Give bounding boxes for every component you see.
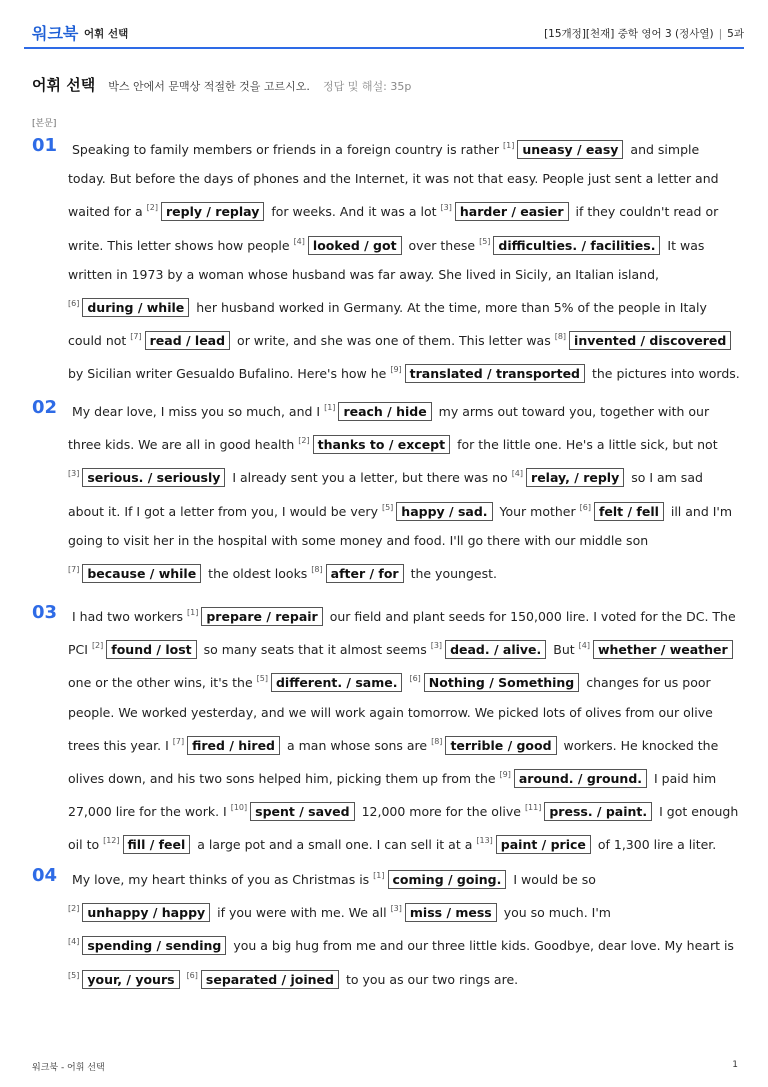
page-title: 어휘 선택	[32, 76, 96, 94]
title-row	[32, 74, 411, 95]
passage-text: her husband worked in Germany. At the time, more than 5% of the people in Italy could not	[68, 300, 707, 349]
choice-blank	[476, 837, 594, 852]
answer-reference: 정답 및 해설: 35p	[323, 80, 412, 93]
choice-blank	[580, 504, 667, 519]
choice-blank	[294, 238, 405, 253]
section-label: [본문]	[32, 119, 57, 129]
choice-box[interactable]: paint / price	[496, 835, 591, 854]
choice-blank	[311, 566, 406, 581]
choice-box[interactable]: coming / going.	[388, 870, 507, 889]
passage-text: ill and I'm going to visit her in the hospital with some money and food. I'll go there with our middle son	[68, 503, 733, 548]
header-divider	[24, 47, 744, 49]
passage-text: of 1,300 lire a liter.	[593, 837, 717, 853]
blank-number: [10]	[230, 803, 248, 813]
blank-number: [2]	[298, 436, 310, 446]
blank-number: [7]	[68, 565, 80, 575]
passage-text: I would be so	[509, 872, 596, 887]
choice-box[interactable]: invented / discovered	[569, 331, 731, 350]
choice-box[interactable]: happy / sad.	[396, 502, 492, 521]
passage-text: changes for us poor people. We worked yesterday, and we will work again tomorrow. We picked lots of olives from our olive trees this year. I	[68, 675, 713, 753]
choice-box[interactable]: different. / same.	[271, 673, 403, 692]
question-block	[32, 393, 740, 588]
choice-blank	[130, 333, 233, 348]
passage-text: one or the other wins, it's the	[68, 675, 257, 691]
choice-blank	[147, 204, 268, 219]
choice-box[interactable]: terrible / good	[445, 736, 556, 755]
brand-subtitle: 어휘 선택	[84, 28, 129, 40]
passage-text: I got enough oil to	[68, 804, 739, 853]
choice-box[interactable]: whether / weather	[593, 640, 733, 659]
passage-text: 12,000 more for the olive	[357, 804, 525, 820]
choice-box[interactable]: translated / transported	[405, 364, 585, 383]
question-block	[32, 861, 740, 994]
passage-text: a man whose sons are	[283, 737, 432, 753]
choice-box[interactable]: after / for	[326, 564, 404, 583]
passage-text: or write, and she was one of them. This letter was	[233, 333, 555, 349]
choice-blank	[441, 204, 572, 219]
choice-blank	[479, 238, 663, 253]
blank-number: [11]	[524, 803, 542, 813]
choice-box[interactable]: dead. / alive.	[445, 640, 546, 659]
question-text	[68, 598, 740, 860]
blank-number: [4]	[293, 236, 305, 246]
choice-blank	[390, 366, 588, 381]
choice-blank	[92, 642, 200, 657]
blank-number: [9]	[390, 365, 402, 375]
passage-text: if you were with me. We all	[213, 905, 391, 921]
choice-blank	[373, 872, 509, 887]
blank-number: [4]	[511, 469, 524, 479]
choice-box[interactable]: separated / joined	[201, 970, 339, 989]
passage-text: so I am sad about it. If I got a letter from you, I would be very	[68, 470, 703, 519]
blank-number: [4]	[68, 937, 80, 947]
choice-box[interactable]: prepare / repair	[201, 607, 322, 626]
question-text	[68, 131, 740, 389]
passage-text: the oldest looks	[204, 566, 312, 582]
question-number: 02	[32, 397, 58, 418]
choice-box[interactable]: reply / replay	[161, 202, 264, 221]
passage-text: to you as our two rings are.	[341, 971, 519, 987]
choice-box[interactable]: looked / got	[308, 236, 402, 255]
passage-text: for the little one. He's a little sick, but not	[453, 437, 718, 453]
choice-blank	[68, 470, 228, 485]
course-name: [15개정][천재] 중학 영어 3 (정사열)	[544, 28, 714, 40]
question-number: 04	[32, 865, 58, 886]
choice-box[interactable]: fired / hired	[187, 736, 280, 755]
blank-number: [3]	[68, 469, 80, 479]
brand-title: 워크북	[32, 24, 79, 43]
choice-blank	[257, 675, 406, 690]
question-block	[32, 598, 740, 860]
instruction-text: 박스 안에서 문맥상 적절한 것을 고르시오.	[108, 80, 310, 93]
passage-text: But	[549, 642, 579, 658]
passage-text: My love, my heart thinks of you as Christmas is	[72, 872, 374, 887]
choice-box[interactable]: reach / hide	[338, 402, 431, 421]
passage-text: for weeks. And it was a lot	[267, 204, 441, 220]
blank-number: [8]	[554, 332, 567, 342]
choice-blank	[187, 609, 326, 624]
choice-blank	[512, 470, 628, 485]
passage-text: you so much. I'm	[499, 905, 611, 921]
passage-text: It was written in 1973 by a woman whose husband was far away. She lived in Sicily, an Italian island,	[68, 237, 705, 282]
page-number: 1	[732, 1060, 738, 1070]
header-separator: |	[718, 28, 723, 40]
choice-blank	[68, 972, 183, 987]
question-number: 01	[32, 135, 58, 156]
passage-text: by Sicilian writer Gesualdo Bufalino. Here's how he	[68, 366, 391, 382]
blank-number: [8]	[311, 565, 323, 575]
choice-blank	[500, 771, 651, 786]
choice-blank	[68, 566, 204, 581]
choice-box[interactable]: Nothing / Something	[424, 673, 579, 692]
passage-text: and simple today. But before the days of phones and the Internet, it was not that easy. People just sent a letter and waited for a	[68, 142, 719, 220]
choice-box[interactable]: found / lost	[106, 640, 196, 659]
blank-number: [6]	[579, 502, 591, 512]
passage-text: so many seats that it almost seems	[199, 642, 431, 658]
lesson-label: 5과	[727, 28, 744, 40]
choice-box[interactable]: uneasy / easy	[517, 140, 623, 159]
page-header	[32, 14, 744, 44]
blank-number: [2]	[68, 904, 80, 914]
blank-number: [3]	[430, 641, 443, 651]
choice-box[interactable]: your, / yours	[82, 970, 179, 989]
passage-text: you a big hug from me and our three little kids. Goodbye, dear love. My heart is	[229, 938, 734, 954]
blank-number: [6]	[409, 674, 421, 684]
blank-number: [1]	[187, 608, 199, 617]
blank-number: [4]	[578, 641, 590, 651]
choice-blank	[324, 404, 435, 419]
blank-number: [5]	[479, 236, 491, 246]
choice-blank	[231, 804, 358, 819]
choice-blank	[409, 675, 582, 690]
choice-blank	[555, 333, 735, 348]
passage-text: our field and plant seeds for 150,000 lire. I voted for the DC. The PCI	[68, 609, 736, 658]
course-info	[544, 26, 744, 41]
blank-number: [1]	[324, 403, 336, 412]
blank-number: [13]	[476, 836, 493, 846]
question-text	[68, 861, 740, 994]
passage-text: if they couldn't read or write. This letter shows how people	[68, 204, 719, 253]
passage-text: a large pot and a small one. I can sell it at a	[193, 837, 477, 853]
choice-blank	[382, 504, 496, 519]
passage-text: the youngest.	[406, 566, 497, 582]
passage-text: Your mother	[495, 503, 580, 519]
choice-box[interactable]: spent / saved	[250, 802, 354, 821]
blank-number: [8]	[431, 736, 443, 746]
passage-text: I already sent you a letter, but there was no	[228, 470, 512, 486]
choice-box[interactable]: fill / feel	[123, 835, 191, 854]
passage-text: Speaking to family members or friends in a foreign country is rather	[72, 142, 504, 157]
blank-number: [6]	[68, 299, 80, 309]
question-text	[68, 393, 740, 588]
blank-number: [9]	[499, 770, 511, 780]
blank-number: [1]	[373, 871, 385, 880]
blank-number: [2]	[91, 641, 104, 651]
footer-label: 워크북 - 어휘 선택	[32, 1063, 105, 1073]
blank-number: [1]	[503, 141, 515, 150]
choice-blank	[187, 972, 342, 987]
question-number: 03	[32, 602, 58, 623]
passage-text: I had two workers	[72, 609, 188, 624]
choice-box[interactable]: unhappy / happy	[82, 903, 210, 922]
question-block	[32, 131, 740, 389]
choice-blank	[103, 837, 193, 852]
choice-box[interactable]: during / while	[82, 298, 189, 317]
blank-number: [7]	[130, 332, 142, 342]
choice-blank	[431, 642, 550, 657]
blank-number: [6]	[186, 970, 198, 980]
choice-blank	[68, 300, 192, 315]
choice-box[interactable]: thanks to / except	[313, 435, 451, 454]
choice-box[interactable]: around. / ground.	[514, 769, 647, 788]
choice-blank	[68, 938, 229, 953]
choice-blank	[503, 142, 626, 157]
passage-text: the pictures into words.	[588, 366, 740, 382]
choice-box[interactable]: press. / paint.	[544, 802, 652, 821]
choice-blank	[579, 642, 736, 657]
choice-blank	[298, 437, 453, 452]
passage-text: my arms out toward you, together with our three kids. We are all in good health	[68, 404, 710, 453]
passage-text: over these	[404, 237, 480, 253]
choice-box[interactable]: read / lead	[145, 331, 230, 350]
blank-number: [5]	[256, 674, 268, 684]
passage-text	[183, 972, 187, 987]
passage-text: I paid him 27,000 lire for the work. I	[68, 771, 717, 820]
passage-text: workers. He knocked the olives down, and his two sons helped him, picking them up from the	[68, 737, 719, 787]
choice-box[interactable]: relay, / reply	[526, 468, 624, 487]
choice-box[interactable]: because / while	[82, 564, 201, 583]
choice-box[interactable]: spending / sending	[82, 936, 226, 955]
blank-number: [5]	[381, 502, 394, 512]
choice-blank	[431, 738, 559, 753]
blank-number: [7]	[172, 736, 185, 746]
choice-blank	[525, 804, 655, 819]
blank-number: [2]	[146, 203, 158, 213]
choice-box[interactable]: miss / mess	[405, 903, 497, 922]
choice-box[interactable]: felt / fell	[594, 502, 664, 521]
blank-number: [12]	[103, 836, 120, 846]
choice-box[interactable]: serious. / seriously	[82, 468, 225, 487]
choice-blank	[173, 738, 283, 753]
choice-box[interactable]: difficulties. / facilities.	[493, 236, 660, 255]
blank-number: [3]	[440, 203, 452, 213]
blank-number: [3]	[390, 904, 402, 914]
choice-blank	[68, 905, 213, 920]
choice-blank	[391, 905, 500, 920]
choice-box[interactable]: harder / easier	[455, 202, 569, 221]
blank-number: [5]	[68, 970, 80, 980]
passage-text: My dear love, I miss you so much, and I	[72, 404, 325, 419]
